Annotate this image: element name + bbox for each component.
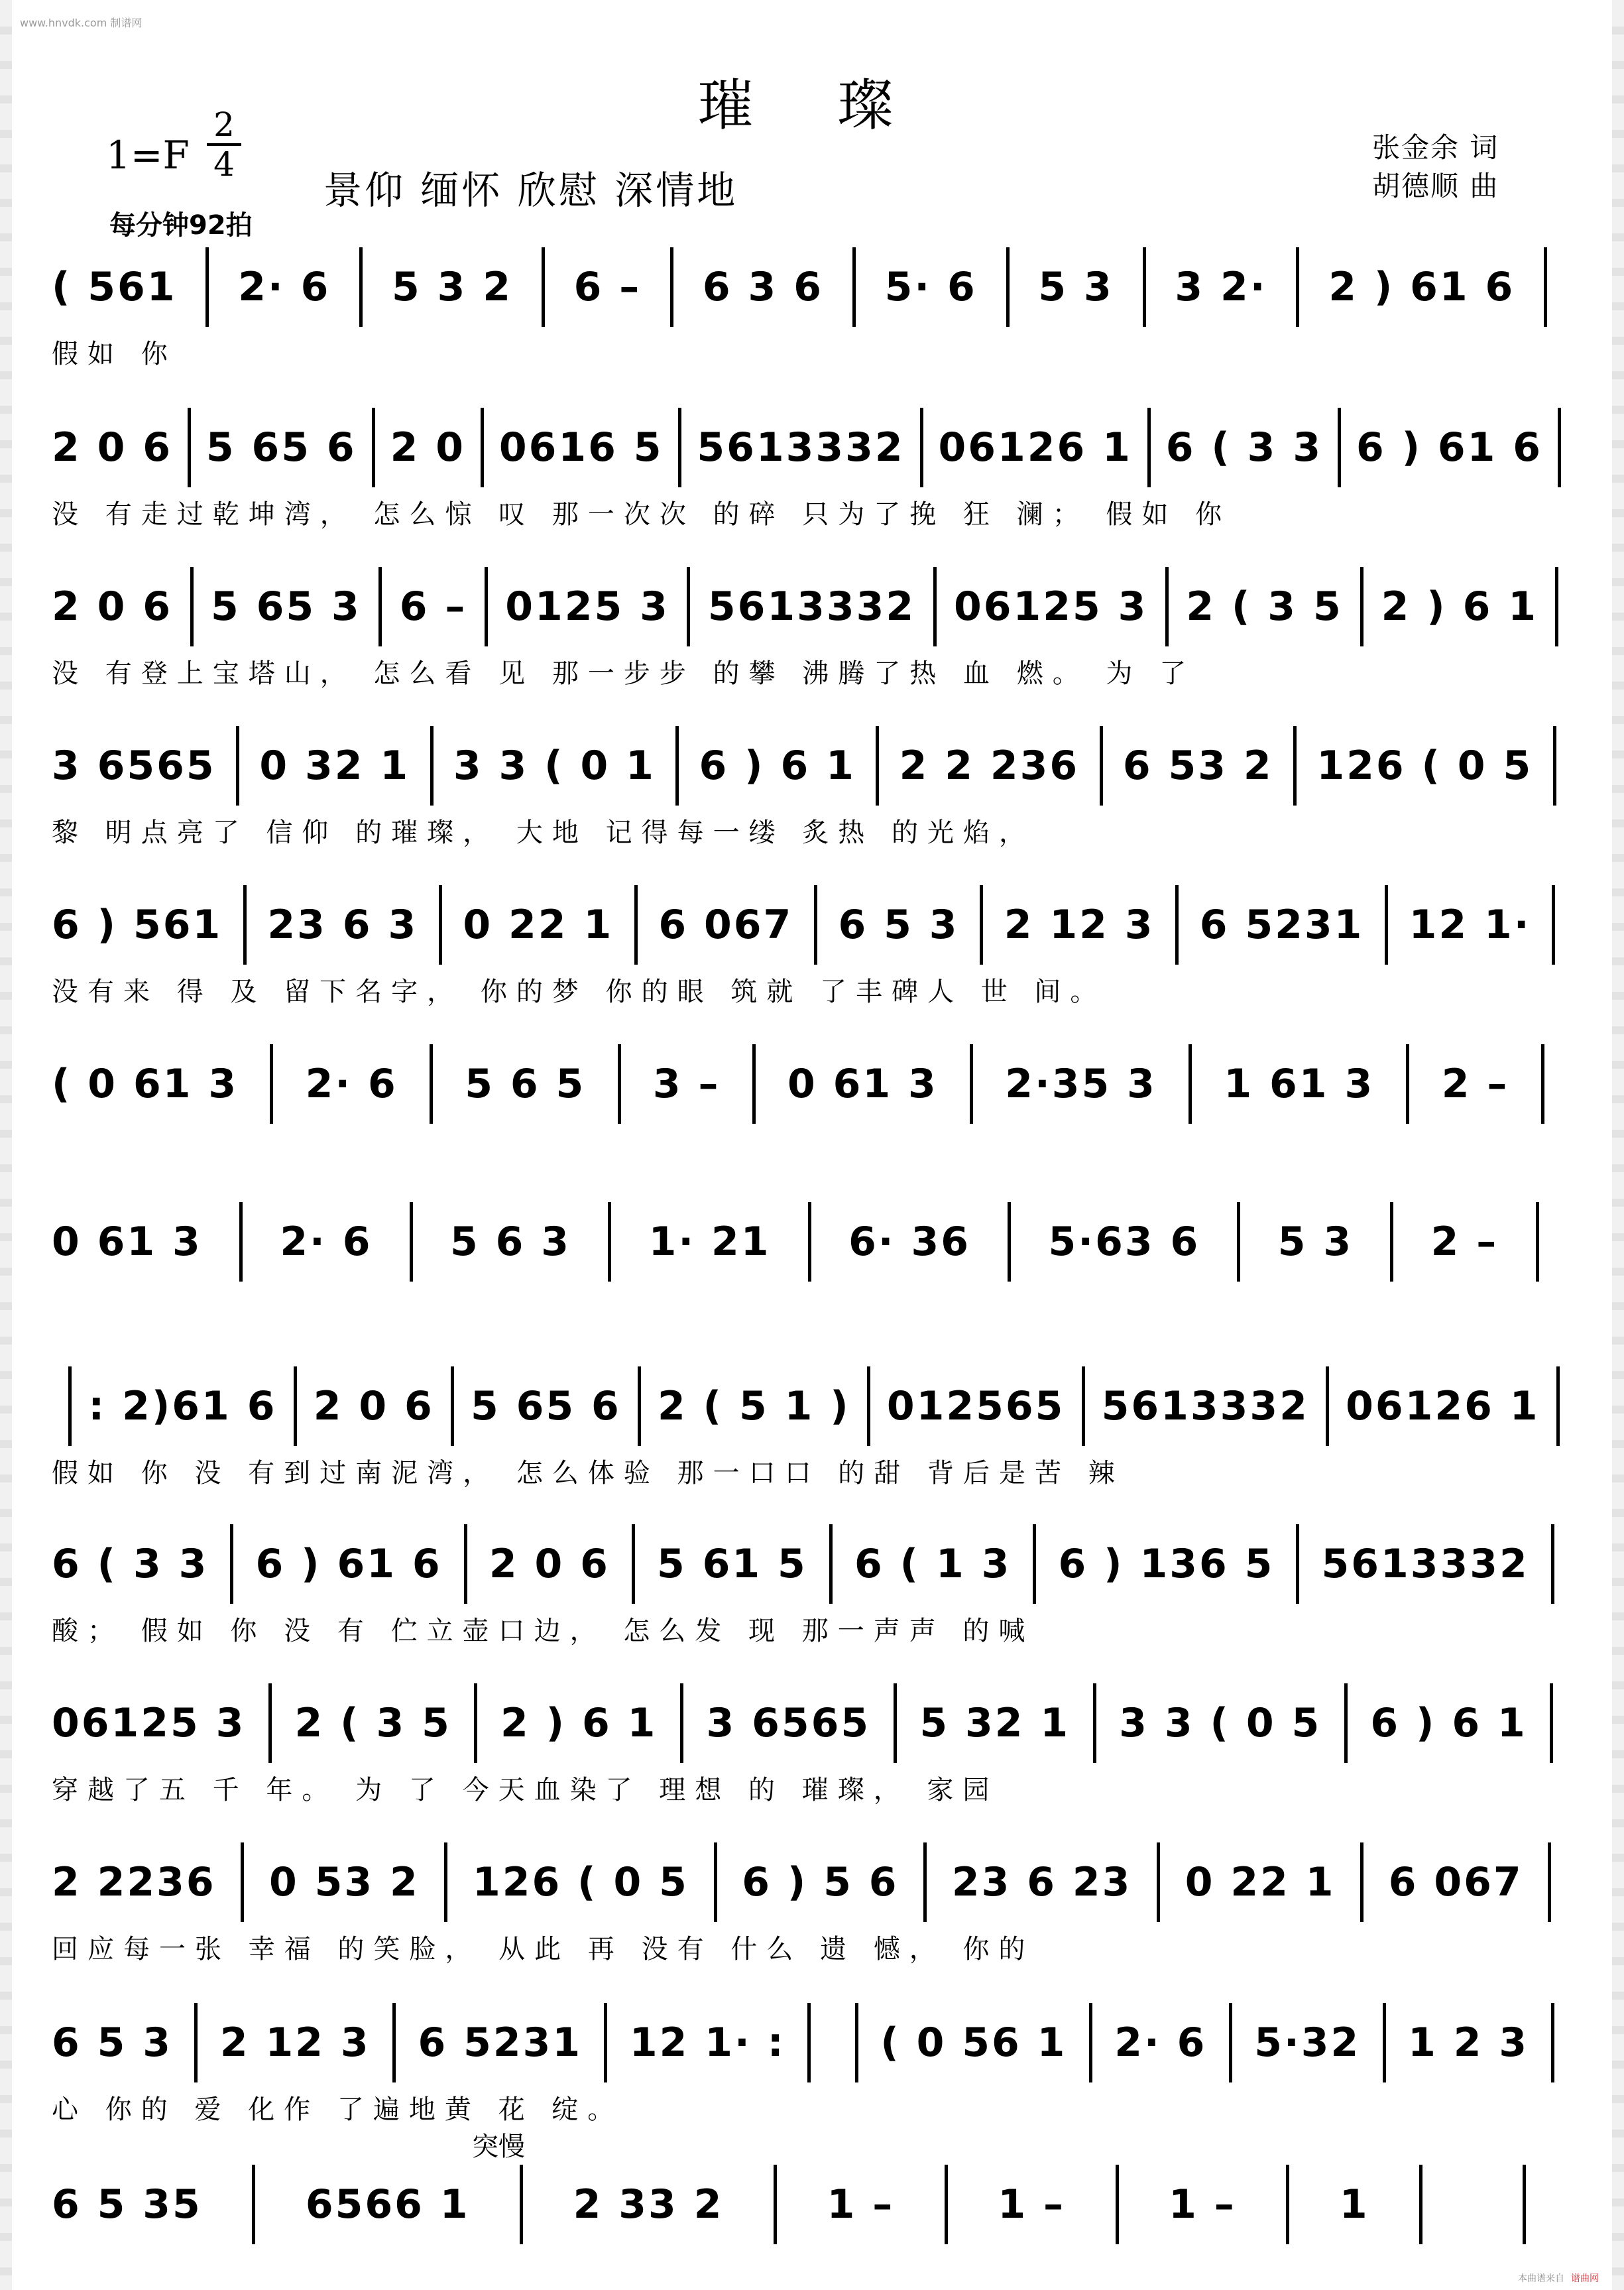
bar-line [980,885,983,965]
measure: 5613332 [1321,1540,1529,1587]
notation-line [52,724,1576,810]
measure: 6 ) 6 1 [699,742,856,789]
measure: 6 067 [658,901,793,948]
measure: 6 3 6 [702,263,823,310]
measure: 5613332 [697,424,905,471]
lyric-line: 没 有走过乾坤湾， 怎么惊 叹 那一次次 的碎 只为了挽 狂 澜； 假如 你 [52,499,1232,530]
bar-line [1360,567,1363,646]
bar-line [876,726,879,806]
measure: 6 – [573,263,642,310]
bar-line [485,567,488,646]
bar-line [1544,247,1547,327]
measure: 2·35 3 [1005,1060,1157,1107]
bar-line [1143,247,1146,327]
site-watermark: www.hnvdk.com 制谱网 [20,17,143,29]
bar-line [604,2003,607,2082]
bar-line [1229,2003,1232,2082]
measure: 5 6 5 [465,1060,586,1107]
bar-line [1555,567,1558,646]
slow-down-marking: 突慢 [472,2132,525,2162]
notation-line [52,883,1576,969]
bar-line [444,1842,447,1922]
bar-line [188,408,191,487]
measure: 2 2 236 [899,742,1080,789]
lyric-line: 心 你的 爱 化作 了遍地黄 花 绽。 [52,2094,624,2125]
footer-credit [1518,2271,1599,2285]
bar-line [1344,1683,1348,1763]
measure: 5 65 3 [210,583,361,630]
measure: 2 ) 6 1 [1381,583,1538,630]
measure: 0 22 1 [463,901,614,948]
bar-line [634,885,638,965]
measure: 0 22 1 [1185,1858,1336,1905]
bar-line [1550,1683,1553,1763]
measure: 2 – [1441,1060,1509,1107]
notation-line [52,1681,1576,1768]
lyric-line: 回应每一张 幸福 的笑脸， 从此 再 没有 什么 遗 憾， 你的 [52,1934,1035,1964]
lyric-line: 没有来 得 及 留下名字， 你的梦 你的眼 筑就 了丰碑人 世 间。 [52,977,1106,1007]
bar-line [1385,885,1388,965]
measure: 5 3 [1277,1218,1354,1265]
measure: 5 3 2 [392,263,513,310]
bar-line [1406,1044,1409,1124]
measure: 12 1· : [629,2019,785,2066]
measure: 6 5231 [1199,901,1364,948]
measure: 2 2236 [52,1858,216,1905]
measure: 1 – [827,2181,895,2228]
bar-line [1338,408,1341,487]
measure: 5 3 [1038,263,1114,310]
measure: 5· 6 [884,263,977,310]
bar-line [268,1683,272,1763]
measure: 2 ( 3 5 [294,1699,451,1746]
right-border-strip [1612,0,1624,2290]
measure: 6 – [399,583,467,630]
measure: 6566 1 [305,2181,470,2228]
key-signature: 1=F [106,133,190,178]
measure: 6 ( 3 3 [52,1540,209,1587]
bar-line [236,726,239,806]
notation-line [52,245,1576,331]
measure: 5613332 [1101,1382,1309,1429]
measure: 2 0 6 [52,424,173,471]
bar-line [1536,1202,1539,1282]
bar-line [1548,1842,1551,1922]
bar-line [1360,1842,1363,1922]
footer-right: 谱曲网 [1571,2273,1599,2284]
measure: 0 61 3 [787,1060,938,1107]
bar-line [241,1842,244,1922]
notation-line [52,1522,1576,1608]
measure: 06125 3 [954,583,1148,630]
measure: 1 – [998,2181,1065,2228]
bar-line [1175,885,1179,965]
measure: 126 ( 0 5 [1316,742,1533,789]
measure: 3 2· [1175,263,1267,310]
bar-line [270,1044,273,1124]
bar-line [1552,885,1555,965]
footer-left: 本曲谱来自 [1518,2273,1564,2284]
bar-line [638,1366,641,1446]
bar-line [451,1366,454,1446]
bar-line [378,567,382,646]
measure: : 2)61 6 [88,1382,277,1429]
measure: 6 5231 [418,2019,583,2066]
measure: 5 61 5 [657,1540,807,1587]
bar-line [1237,1202,1240,1282]
bar-line [1100,726,1103,806]
bar-line [894,1683,897,1763]
bar-line [774,2165,777,2244]
measure: 5613332 [707,583,916,630]
bar-line [829,1524,833,1604]
bar-line [194,2003,198,2082]
expression-marking: 景仰 缅怀 欣慰 深情地 [323,168,738,213]
bar-line [970,1044,973,1124]
bar-line [1541,1044,1544,1124]
measure: 3 3 ( 0 5 [1119,1699,1322,1746]
bar-line [410,1202,413,1282]
bar-line [1296,1524,1299,1604]
measure: 2 12 3 [219,2019,371,2066]
notation-line [52,406,1576,492]
bar-line [680,1683,683,1763]
measure: 1 – [1169,2181,1236,2228]
measure: 2 0 6 [313,1382,434,1429]
measure: 1 2 3 [1408,2019,1529,2066]
time-signature [207,106,241,183]
measure: 1· 21 [648,1218,771,1265]
measure: 3 – [652,1060,721,1107]
lyric-line: 假如 你 [52,339,177,369]
bar-line [464,1524,467,1604]
measure: 2 33 2 [573,2181,724,2228]
bar-line [1558,408,1561,487]
tempo-marking: 每分钟92拍 [109,210,253,241]
bar-line [1286,2165,1289,2244]
measure: 2 ) 6 1 [500,1699,658,1746]
bar-line [632,1524,635,1604]
time-signature-numerator: 2 [207,106,241,146]
measure: 0 53 2 [268,1858,420,1905]
bar-line [481,408,484,487]
bar-line [230,1524,233,1604]
bar-line [243,885,247,965]
measure: 2 ( 3 5 [1186,583,1343,630]
bar-line [1165,567,1169,646]
bar-line [1551,1524,1554,1604]
bar-line [439,885,442,965]
bar-line [714,1842,717,1922]
measure: 2 – [1430,1218,1499,1265]
measure: 5·32 [1254,2019,1361,2066]
bar-line [807,2003,811,2082]
measure: ( 0 56 1 [880,2019,1067,2066]
bar-line [1093,1683,1096,1763]
bar-line [372,408,375,487]
measure: 2 12 3 [1004,901,1155,948]
measure: 06125 3 [52,1699,246,1746]
song-title: 璀 璨 [697,73,927,138]
bar-line [239,1202,243,1282]
measure: 5 65 6 [205,424,357,471]
measure: 0616 5 [498,424,664,471]
measure: 2· 6 [305,1060,398,1107]
measure: 012565 [886,1382,1065,1429]
bar-line [1551,2003,1554,2082]
bar-line [1033,1524,1036,1604]
measure: 1 61 3 [1224,1060,1375,1107]
notation-line [52,565,1576,651]
bar-line [430,1044,433,1124]
bar-line [852,247,856,327]
bar-line [1006,247,1010,327]
measure: 3 6565 [706,1699,871,1746]
bar-line [945,2165,948,2244]
composer-credit: 胡德顺 曲 [1372,170,1499,202]
notation-line [52,1200,1576,1286]
measure: 2 0 6 [52,583,173,630]
measure: 6 ( 3 3 [1165,424,1323,471]
measure: 0 32 1 [259,742,410,789]
bar-line [205,247,209,327]
measure: 6 ) 61 6 [1356,424,1543,471]
bar-line [867,1366,870,1446]
bar-line [1419,2165,1422,2244]
bar-line [808,1202,811,1282]
bar-line [1293,726,1297,806]
bar-line [1008,1202,1011,1282]
notation-line [52,2001,1576,2087]
bar-line [1157,1842,1160,1922]
measure: 2 ( 5 1 ) [658,1382,850,1429]
lyric-line: 穿越了五 千 年。 为 了 今天血染了 理想 的 璀璨， 家园 [52,1775,999,1805]
measure: 3 3 ( 0 1 [453,742,656,789]
measure: 126 ( 0 5 [473,1858,689,1905]
bar-line [687,567,690,646]
measure: 6 ) 61 6 [255,1540,442,1587]
notation-line [52,2163,1576,2249]
bar-line [1189,1044,1192,1124]
bar-line [474,1683,477,1763]
notation-line [52,1364,1576,1451]
measure: 1 [1339,2181,1369,2228]
measure: 2· 6 [280,1218,373,1265]
bar-line [1089,2003,1092,2082]
bar-line [678,408,681,487]
bar-line [675,726,679,806]
bar-line [520,2165,523,2244]
measure: 2· 6 [1114,2019,1207,2066]
bar-line [542,247,545,327]
measure: 5·63 6 [1048,1218,1200,1265]
bar-line [1556,1366,1560,1446]
bar-line [68,1366,72,1446]
bar-line [814,885,817,965]
bar-line [1116,2165,1119,2244]
lyric-line: 黎 明点亮了 信仰 的璀璨， 大地 记得每一缕 炙热 的光焰， [52,817,1035,848]
bar-line [252,2165,255,2244]
bar-line [1326,1366,1329,1446]
measure: 6 ) 6 1 [1370,1699,1527,1746]
measure: 5 65 6 [470,1382,621,1429]
measure: 6 5 3 [838,901,959,948]
bar-line [920,408,923,487]
measure: 06126 1 [1346,1382,1540,1429]
lyric-line: 没 有登上宝塔山， 怎么看 见 那一步步 的攀 沸腾了热 血 燃。 为 了 [52,658,1196,689]
measure: 6 ) 136 5 [1058,1540,1275,1587]
measure: 0 61 3 [52,1218,202,1265]
measure: 3 6565 [52,742,216,789]
left-border-strip [0,0,12,2290]
notation-line [52,1840,1576,1927]
lyric-line: 假如 你 没 有到过南泥湾， 怎么体验 那一口口 的甜 背后是苦 辣 [52,1458,1124,1488]
lyricist-credit: 张金余 词 [1372,131,1499,164]
measure: 12 1· [1409,901,1531,948]
measure: 2· 6 [238,263,331,310]
lyric-line: 酸； 假如 你 没 有 伫立壶口边， 怎么发 现 那一声声 的喊 [52,1616,1035,1646]
time-signature-denominator: 4 [213,145,235,184]
bar-line [1082,1366,1085,1446]
measure: 6· 36 [848,1218,970,1265]
bar-line [1383,2003,1386,2082]
measure: 2 0 6 [489,1540,610,1587]
notation-line [52,1042,1576,1128]
bar-line [1390,1202,1393,1282]
measure: 06126 1 [938,424,1132,471]
measure: 2 0 [390,424,465,471]
bar-line [1523,2165,1526,2244]
measure: ( 561 [52,263,177,310]
bar-line [618,1044,621,1124]
bar-line [933,567,937,646]
bar-line [294,1366,297,1446]
measure: 5 32 1 [919,1699,1071,1746]
bar-line [752,1044,756,1124]
measure: ( 0 61 3 [52,1060,239,1107]
bar-line [359,247,363,327]
bar-line [190,567,194,646]
measure: 23 6 23 [951,1858,1132,1905]
measure: 23 6 3 [267,901,418,948]
measure: 6 ) 561 [52,901,223,948]
bar-line [1147,408,1151,487]
bar-line [923,1842,927,1922]
measure: 6 ) 5 6 [742,1858,899,1905]
measure: 6 ( 1 3 [854,1540,1012,1587]
measure: 2 ) 61 6 [1328,263,1515,310]
bar-line [430,726,434,806]
bar-line [670,247,673,327]
measure: 6 5 3 [52,2019,173,2066]
bar-line [608,1202,611,1282]
measure: 6 5 35 [52,2181,202,2228]
bar-line [392,2003,396,2082]
bar-line [1553,726,1556,806]
bar-line [855,2003,858,2082]
measure: 6 53 2 [1122,742,1273,789]
bar-line [1296,247,1299,327]
measure: 6 067 [1388,1858,1523,1905]
measure: 0125 3 [505,583,669,630]
measure: 5 6 3 [450,1218,571,1265]
